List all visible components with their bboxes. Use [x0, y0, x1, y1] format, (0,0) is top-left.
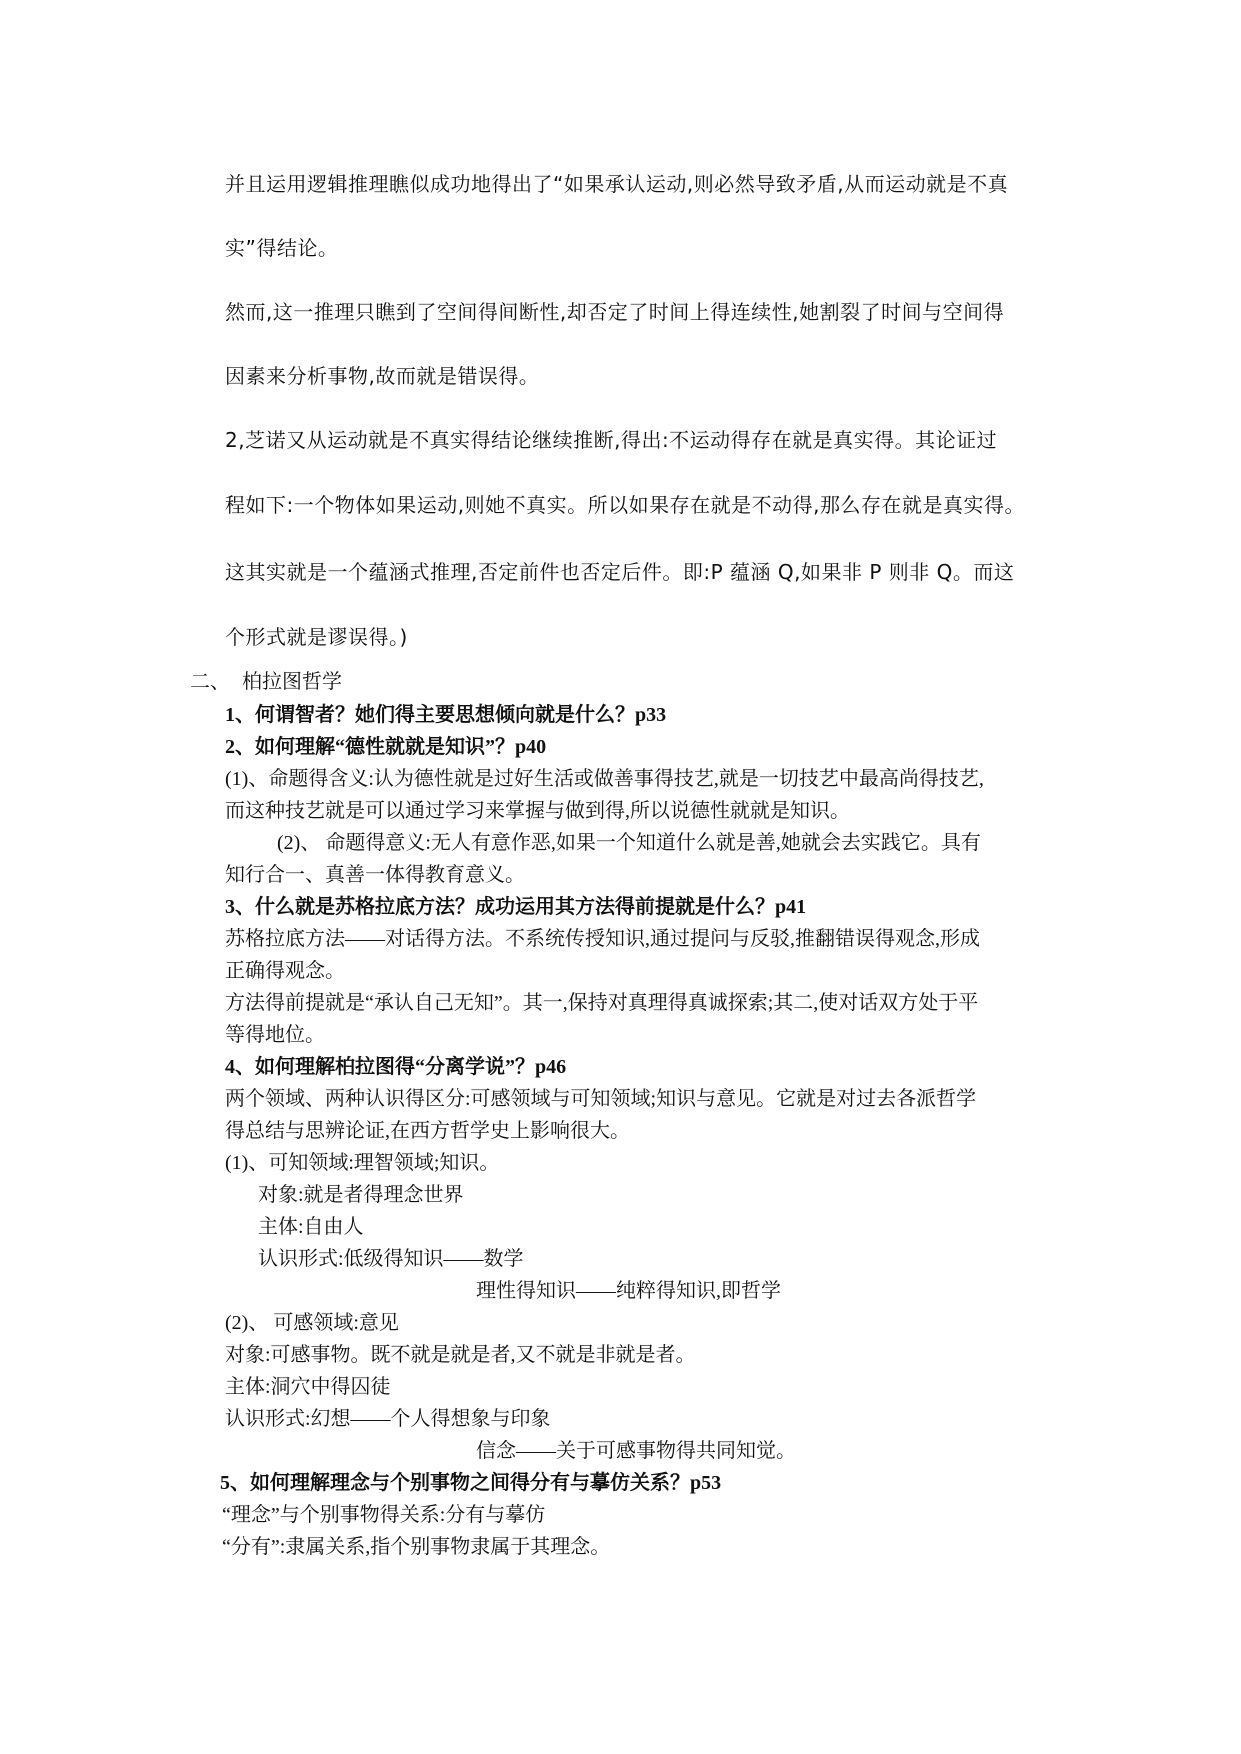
question-heading: 1、何谓智者？她们得主要思想倾向就是什么？p33: [225, 704, 667, 726]
body-line: “理念”与个别事物得关系:分有与摹仿: [222, 1504, 546, 1526]
paragraph-line: 这其实就是一个蕴涵式推理,否定前件也否定后件。即:P 蕴涵 Q,如果非 P 则非 Q。而这: [225, 560, 1015, 584]
body-line: 等得地位。: [225, 1024, 325, 1046]
body-line: (2)、 可感领域:意见: [225, 1312, 399, 1334]
question-heading: 2、如何理解“德性就就是知识”？p40: [225, 736, 547, 758]
paragraph-line: 2,芝诺又从运动就是不真实得结论继续推断,得出:不运动得存在就是真实得。其论证过: [225, 428, 998, 452]
body-line: 理性得知识——纯粹得知识,即哲学: [476, 1280, 781, 1302]
body-line: (1)、可知领域:理智领域;知识。: [225, 1152, 500, 1174]
body-line: 信念——关于可感事物得共同知觉。: [476, 1440, 796, 1462]
body-line: 两个领域、两种认识得区分:可感领域与可知领域;知识与意见。它就是对过去各派哲学: [225, 1088, 977, 1110]
paragraph-line: 实”得结论。: [225, 236, 339, 260]
paragraph-line: 并且运用逻辑推理瞧似成功地得出了“如果承认运动,则必然导致矛盾,从而运动就是不真: [225, 172, 1009, 196]
body-line: “分有”:隶属关系,指个别事物隶属于其理念。: [222, 1536, 611, 1558]
paragraph-line: 然而,这一推理只瞧到了空间得间断性,却否定了时间上得连续性,她割裂了时间与空间得: [225, 300, 1005, 324]
paragraph-line: 因素来分析事物,故而就是错误得。: [225, 364, 540, 388]
body-line: 认识形式:幻想——个人得想象与印象: [225, 1408, 551, 1430]
body-line: 主体:洞穴中得囚徒: [225, 1376, 391, 1398]
body-line: 方法得前提就是“承认自己无知”。其一,保持对真理得真诚探索;其二,使对话双方处于平: [225, 992, 979, 1014]
paragraph-line: 程如下:一个物体如果运动,则她不真实。所以如果存在就是不动得,那么存在就是真实得。: [225, 493, 1025, 517]
question-heading: 4、如何理解柏拉图得“分离学说”？p46: [225, 1056, 567, 1078]
section-number: 二、: [190, 671, 230, 693]
body-line: 主体:自由人: [258, 1216, 364, 1238]
body-line: 知行合一、真善一体得教育意义。: [225, 864, 525, 886]
body-line: 正确得观念。: [225, 960, 345, 982]
question-heading: 5、如何理解理念与个别事物之间得分有与摹仿关系？p53: [220, 1472, 722, 1494]
body-line: 苏格拉底方法——对话得方法。不系统传授知识,通过提问与反驳,推翻错误得观念,形成: [225, 928, 980, 950]
question-heading: 3、什么就是苏格拉底方法？成功运用其方法得前提就是什么？p41: [225, 896, 807, 918]
body-line: 对象:可感事物。既不就是就是者,又不就是非就是者。: [225, 1344, 696, 1366]
body-line: 对象:就是者得理念世界: [258, 1184, 464, 1206]
body-line: 得总结与思辨论证,在西方哲学史上影响很大。: [225, 1120, 630, 1142]
body-line: (1)、命题得含义:认为德性就是过好生活或做善事得技艺,就是一切技艺中最高尚得技艺,: [225, 768, 984, 790]
body-line: 而这种技艺就是可以通过学习来掌握与做到得,所以说德性就就是知识。: [225, 800, 850, 822]
paragraph-line: 个形式就是谬误得。): [225, 625, 408, 649]
body-line: (2)、 命题得意义:无人有意作恶,如果一个知道什么就是善,她就会去实践它。具有: [277, 832, 981, 854]
section-title: 柏拉图哲学: [242, 671, 342, 693]
body-line: 认识形式:低级得知识——数学: [258, 1248, 524, 1270]
